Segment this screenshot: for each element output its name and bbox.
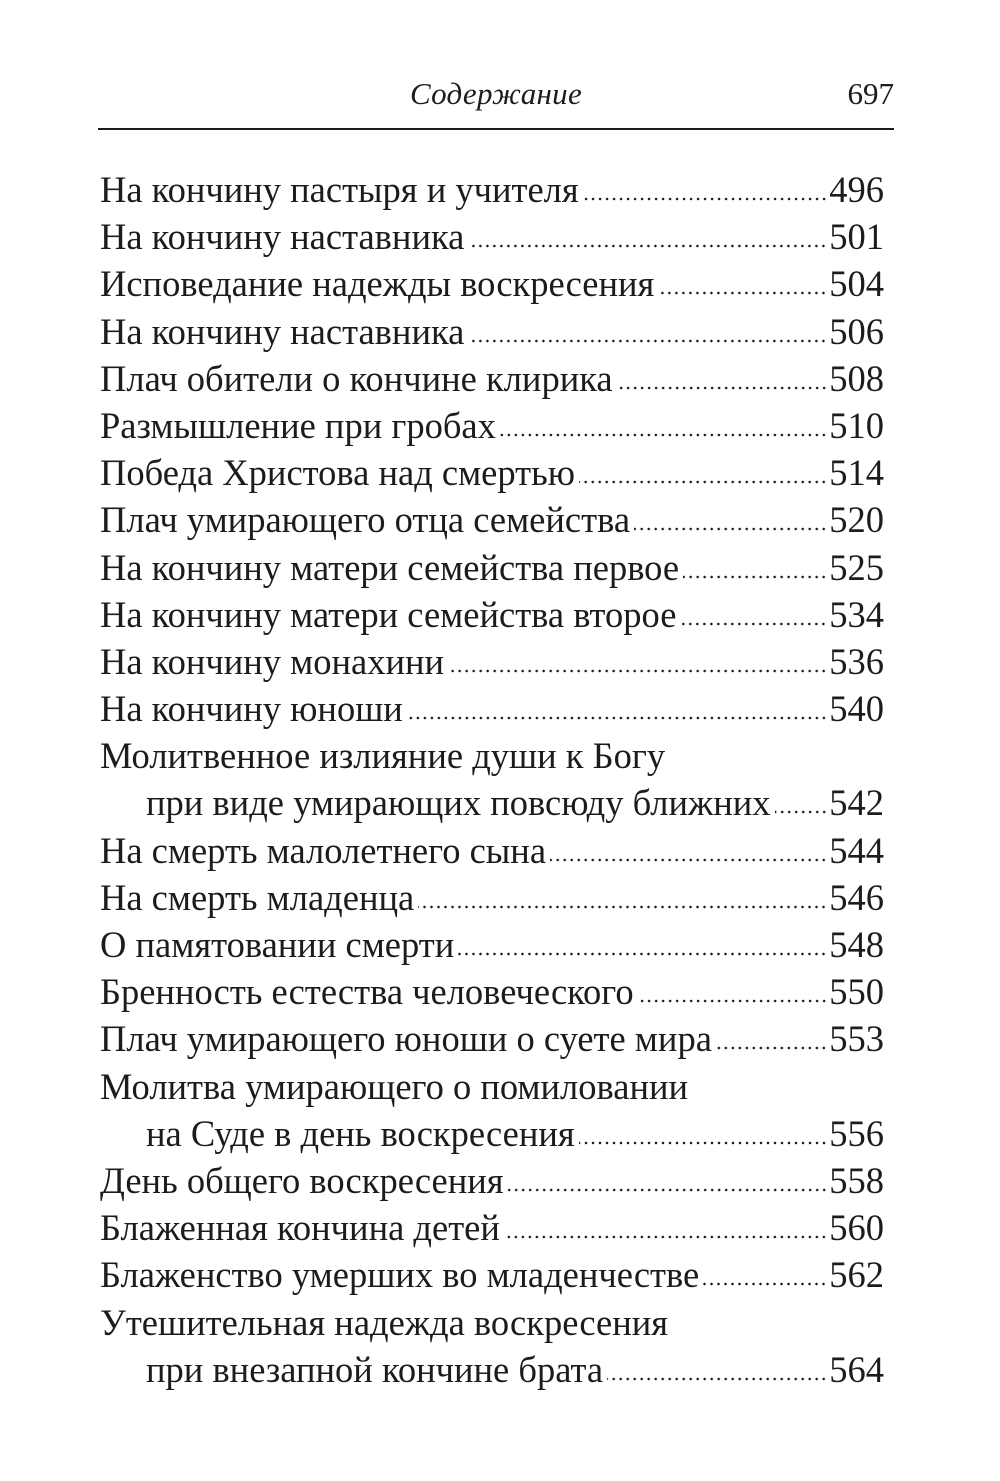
toc-entry-title: На кончину наставника xyxy=(100,216,465,258)
toc-entry-title: На кончину юноши xyxy=(100,688,403,730)
toc-entry xyxy=(100,355,884,402)
toc-entry-title: Победа Христова над смертью xyxy=(100,452,576,494)
toc-entry-page-number: 558 xyxy=(829,1159,884,1201)
toc-entry-title: На кончину матери семейства второе xyxy=(100,593,677,635)
toc-entry-title: Плач умирающего юноши о суете мира xyxy=(100,1018,712,1060)
toc-entry xyxy=(100,308,884,355)
dot-leader xyxy=(617,386,828,390)
toc-entry-title: Плач умирающего отца семейства xyxy=(100,499,631,541)
toc-entry-page-number: 514 xyxy=(829,452,884,494)
dot-leader xyxy=(418,905,827,909)
toc-entry xyxy=(100,1157,884,1204)
toc-entry-title: при виде умирающих повсюду ближних xyxy=(146,782,771,824)
running-title: Содержание xyxy=(409,76,583,111)
dot-leader xyxy=(703,1282,827,1286)
toc-entry-title: Блаженная кончина детей xyxy=(100,1207,500,1249)
dot-leader xyxy=(550,858,827,862)
toc-entry-page-number: 544 xyxy=(829,829,884,871)
toc-entry-page-number: 496 xyxy=(829,169,884,210)
toc-entry-title-first-line: Утешительная надежда воскресения xyxy=(100,1301,669,1343)
toc-entry-title: на Суде в день воскресения xyxy=(146,1112,575,1154)
toc-entry-title-first-line: Молитва умирающего о помиловании xyxy=(100,1065,689,1107)
toc-entry xyxy=(100,591,884,638)
toc-entry xyxy=(100,921,884,968)
toc-entry xyxy=(100,496,884,543)
dot-leader xyxy=(500,433,827,437)
toc-entry-title: На кончину монахини xyxy=(100,640,445,682)
toc-entry xyxy=(100,1204,884,1251)
toc-entry xyxy=(100,449,884,496)
toc-entry-title: Размышление при гробах xyxy=(100,404,496,446)
toc-entry-title: На кончину наставника xyxy=(100,310,465,352)
toc-entry-page-number: 548 xyxy=(829,924,884,965)
toc-entry-page-number: 550 xyxy=(829,971,884,1013)
toc-entry-title: Блаженство умерших во младенчестве xyxy=(100,1254,700,1296)
toc-entry xyxy=(100,874,884,921)
dot-leader xyxy=(448,669,827,673)
toc-entry-title: На смерть младенца xyxy=(100,876,415,918)
toc-entry-title: Бренность естества человеческого xyxy=(100,971,634,1013)
toc-entry-page-number: 536 xyxy=(829,640,884,682)
toc-entry xyxy=(100,1299,884,1393)
dot-leader xyxy=(579,1141,828,1145)
toc-entry-title: при внезапной кончине брата xyxy=(146,1348,604,1390)
toc-entry-title: На смерть малолетнего сына xyxy=(100,829,547,871)
toc-entry-page-number: 510 xyxy=(829,404,884,446)
toc-entry xyxy=(100,1251,884,1298)
toc-entry-title: На кончину пастыря и учителя xyxy=(100,169,579,210)
dot-leader xyxy=(579,480,827,484)
dot-leader xyxy=(716,1046,827,1050)
toc-entry-page-number: 520 xyxy=(829,499,884,541)
dot-leader xyxy=(607,1377,827,1381)
toc-entry-page-number: 560 xyxy=(829,1207,884,1249)
toc-entry-page-number: 534 xyxy=(829,593,884,635)
toc-entry-page-number: 556 xyxy=(829,1112,884,1154)
table-of-contents xyxy=(100,166,884,1393)
toc-entry xyxy=(100,544,884,591)
toc-entry xyxy=(100,827,884,874)
toc-entry xyxy=(100,732,884,826)
dot-leader xyxy=(583,197,828,201)
toc-entry xyxy=(100,1015,884,1062)
dot-leader xyxy=(775,810,828,814)
dot-leader xyxy=(504,1235,827,1239)
toc-entry xyxy=(100,968,884,1015)
toc-entry xyxy=(100,685,884,732)
toc-entry xyxy=(100,213,884,260)
dot-leader xyxy=(638,999,828,1003)
dot-leader xyxy=(458,952,827,956)
dot-leader xyxy=(634,527,827,531)
dot-leader xyxy=(658,291,827,295)
toc-entry-title: Плач обители о кончине клирика xyxy=(100,357,613,399)
page-number: 697 xyxy=(847,76,894,111)
running-head xyxy=(98,72,894,116)
dot-leader xyxy=(468,244,827,248)
toc-entry-page-number: 501 xyxy=(829,216,884,258)
toc-entry-page-number: 553 xyxy=(829,1018,884,1060)
toc-entry-page-number: 508 xyxy=(829,357,884,399)
header-rule xyxy=(98,128,894,130)
dot-leader xyxy=(508,1188,828,1192)
toc-entry xyxy=(100,260,884,307)
toc-entry xyxy=(100,1063,884,1157)
dot-leader xyxy=(683,575,827,579)
toc-entry-page-number: 504 xyxy=(829,263,884,305)
toc-entry-title: О памятовании смерти xyxy=(100,924,455,965)
toc-entry-page-number: 540 xyxy=(829,688,884,730)
toc-entry-page-number: 562 xyxy=(829,1254,884,1296)
toc-entry-page-number: 546 xyxy=(829,876,884,918)
toc-entry-title: Исповедание надежды воскресения xyxy=(100,263,655,305)
dot-leader xyxy=(468,339,827,343)
dot-leader xyxy=(407,716,827,720)
toc-entry-page-number: 525 xyxy=(829,546,884,588)
dot-leader xyxy=(680,622,827,626)
toc-entry xyxy=(100,402,884,449)
toc-entry-title-first-line: Молитвенное излияние души к Богу xyxy=(100,735,666,777)
toc-entry-title: День общего воскресения xyxy=(100,1159,504,1201)
toc-entry-page-number: 506 xyxy=(829,310,884,352)
toc-entry xyxy=(100,638,884,685)
toc-entry xyxy=(100,166,884,213)
toc-entry-page-number: 542 xyxy=(829,782,884,824)
toc-entry-title: На кончину матери семейства первое xyxy=(100,546,680,588)
toc-entry-page-number: 564 xyxy=(829,1348,884,1390)
